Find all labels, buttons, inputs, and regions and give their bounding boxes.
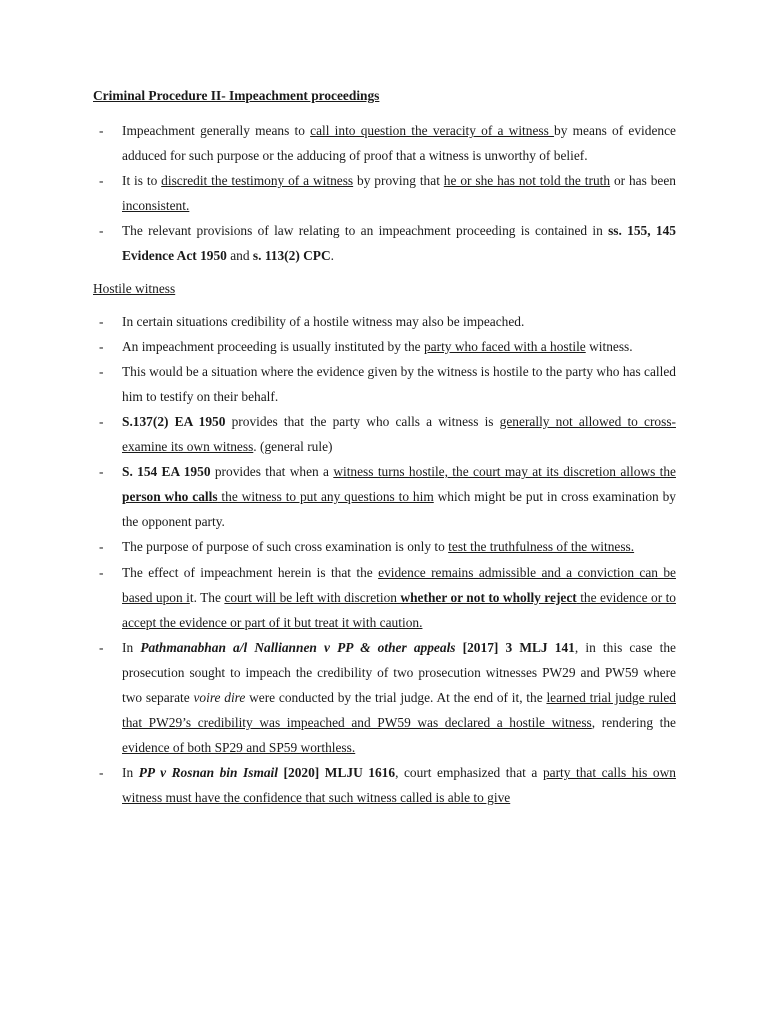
document-title: Criminal Procedure II- Impeachment proceedings (93, 88, 380, 103)
list-item: - Impeachment generally means to call into question the veracity of a witness by means of evidence adduced for such purpose or the adducing of proof that a witness is unworthy of belief. (93, 118, 676, 168)
list-item: - In Pathmanabhan a/l Nalliannen v PP & other appeals [2017] 3 MLJ 141, in this case the prosecution sought to impeach the credibility of two prosecution witnesses PW29 and PW59 where two separate voire dire were conducted by the trial judge. At the end of it, the learned trial judge ruled that PW29’s credibility was impeached and PW59 was declared a hostile witness, rendering the evidence of both SP29 and SP59 worthless. (93, 635, 676, 760)
list-item: - S. 154 EA 1950 provides that when a witness turns hostile, the court may at its discretion allows the person who calls the witness to put any questions to him which might be put in cross examination by the opponent party. (93, 459, 676, 534)
list-item: - This would be a situation where the evidence given by the witness is hostile to the party who has called him to testify on their behalf. (93, 359, 676, 409)
hostile-witness-list (93, 309, 676, 811)
section-heading-hostile-witness: Hostile witness (93, 280, 176, 296)
list-item: - In certain situations credibility of a hostile witness may also be impeached. (93, 309, 676, 334)
list-item: - The relevant provisions of law relating to an impeachment proceeding is contained in ss. 155, 145 Evidence Act 1950 and s. 113(2) CPC. (93, 218, 676, 268)
list-item: - The purpose of purpose of such cross examination is only to test the truthfulness of the witness. (93, 534, 676, 559)
intro-list (93, 118, 676, 269)
list-item: - S.137(2) EA 1950 provides that the party who calls a witness is generally not allowed to cross-examine its own witness. (general rule) (93, 409, 676, 459)
list-item: - An impeachment proceeding is usually instituted by the party who faced with a hostile witness. (93, 334, 676, 359)
list-item: - It is to discredit the testimony of a witness by proving that he or she has not told the truth or has been inconsistent. (93, 168, 676, 218)
list-item: - In PP v Rosnan bin Ismail [2020] MLJU 1616, court emphasized that a party that calls his own witness must have the confidence that such witness called is able to give (93, 760, 676, 810)
list-item: - The effect of impeachment herein is that the evidence remains admissible and a conviction can be based upon it. The court will be left with discretion whether or not to wholly reject the evidence or to accept the evidence or part of it but treat it with caution. (93, 560, 676, 635)
